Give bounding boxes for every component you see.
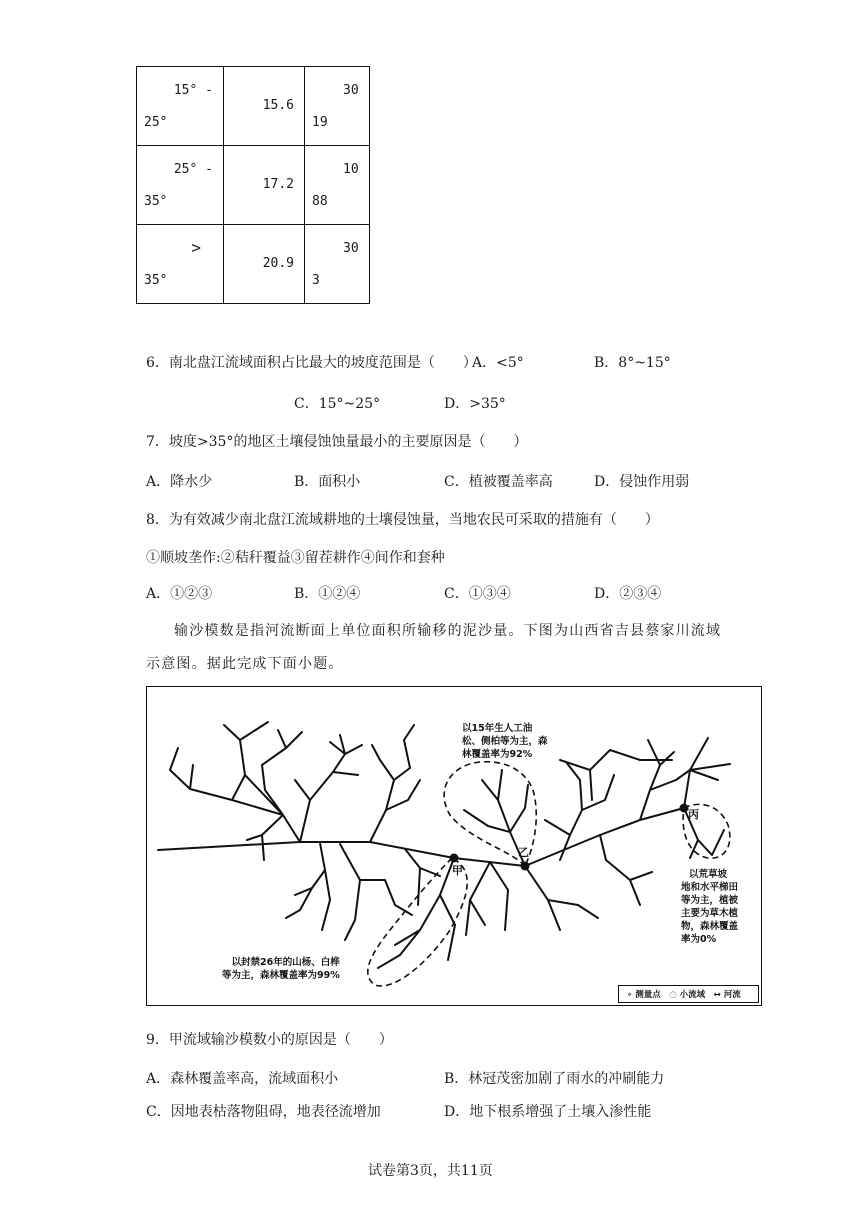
tributary (378, 858, 455, 968)
area-text-bottom: 88 (312, 194, 328, 209)
annotation-line: 主要为草木植 (681, 908, 739, 919)
annotation-line: 等为主，森林覆盖率为99% (222, 970, 340, 981)
table-cell-value (224, 67, 305, 146)
range-text-top: 25° - (173, 162, 213, 177)
question-6-option-d[interactable]: D．>35° (444, 396, 506, 412)
value-text: 20.9 (262, 256, 294, 271)
slope-table (136, 66, 370, 304)
value-text: 15.6 (262, 98, 294, 113)
tributary (370, 725, 420, 842)
annotation-line: 以荒草坡 (689, 869, 728, 880)
measurement-point-yi (521, 862, 530, 871)
annotation-line: 以封禁26年的山杨、白桦 (231, 957, 340, 968)
area-text-top: 30 (343, 83, 359, 98)
measurement-point-jia (450, 854, 459, 863)
question-7-option-d[interactable]: D．侵蚀作用弱 (594, 474, 690, 490)
question-9-option-b[interactable]: B．林冠茂密加剧了雨水的冲刷能力 (444, 1071, 665, 1087)
table-cell-area (305, 67, 370, 146)
range-text-bottom: 35° (144, 273, 168, 288)
tributary (545, 762, 614, 860)
range-text-top: > (191, 238, 201, 257)
table-cell-area (305, 225, 370, 304)
question-8-option-d[interactable]: D．②③④ (594, 586, 662, 602)
tributary (295, 735, 362, 842)
question-8-option-c[interactable]: C．①③④ (444, 586, 511, 602)
jia-annotation (222, 956, 340, 982)
area-text-top: 30 (343, 241, 359, 256)
range-text-bottom: 25° (144, 115, 168, 130)
tributary (466, 862, 508, 935)
annotation-line: 松、侧柏等为主，森 (462, 736, 548, 747)
table-row (137, 67, 370, 146)
label-jia: 甲 (452, 864, 463, 877)
passage-line-2: 示意图。据此完成下面小题。 (146, 656, 344, 672)
annotation-line: 物，森林覆盖 (681, 921, 739, 932)
page-footer: 试卷第3页，共11页 (368, 1163, 493, 1179)
passage-line-1: 输沙模数是指河流断面上单位面积所输移的泥沙量。下图为山西省吉县蔡家川流域 (174, 623, 722, 639)
annotation-line: 以15年生人工油 (462, 723, 533, 734)
tributary (170, 722, 302, 860)
table-cell-value (224, 225, 305, 304)
question-9-option-a[interactable]: A．森林覆盖率高，流域面积小 (146, 1071, 339, 1087)
table-row (137, 225, 370, 304)
tributary (286, 843, 330, 930)
question-9-stem: 9．甲流域输沙模数小的原因是（ ） (146, 1032, 393, 1048)
table-cell-range (137, 146, 224, 225)
area-text-bottom: 3 (312, 273, 320, 288)
jia-catchment-boundary (368, 858, 467, 986)
tributary (340, 844, 412, 940)
question-7-option-b[interactable]: B．面积小 (294, 474, 361, 490)
table-cell-area (305, 146, 370, 225)
tributary (525, 866, 598, 930)
question-9-option-d[interactable]: D．地下根系增强了土壤入渗性能 (444, 1104, 652, 1120)
question-8-stem: 8．为有效减少南北盘江流域耕地的土壤侵蚀量，当地农民可采取的措施有（ ） (146, 512, 659, 528)
bing-annotation (681, 868, 738, 946)
question-6-stem: 6．南北盘江流域面积占比最大的坡度范围是（ ） (146, 355, 477, 371)
annotation-line: 等为主，植被 (681, 895, 739, 906)
map-legend: ∘ 测量点 ◌ 小流域 ↔ 河流 (618, 985, 759, 1003)
area-text-bottom: 19 (312, 115, 328, 130)
table-row (137, 146, 370, 225)
area-text-top: 10 (343, 162, 359, 177)
annotation-line: 地和水平梯田 (681, 882, 739, 893)
question-6-option-a[interactable]: A．<5° (472, 355, 524, 371)
yi-annotation (462, 722, 548, 761)
question-9-option-c[interactable]: C．因地表枯落物阻碍，地表径流增加 (146, 1104, 381, 1120)
value-text: 17.2 (262, 177, 294, 192)
question-6-option-b[interactable]: B．8°~15° (594, 355, 671, 371)
label-yi: 乙 (518, 846, 529, 859)
label-bing: 丙 (688, 808, 699, 821)
question-7-stem: 7．坡度>35°的地区土壤侵蚀蚀量最小的主要原因是（ ） (146, 434, 528, 450)
tributary (600, 835, 652, 905)
question-7-option-c[interactable]: C．植被覆盖率高 (444, 474, 553, 490)
question-8-option-a[interactable]: A．①②③ (146, 586, 213, 602)
question-7-option-a[interactable]: A．降水少 (146, 474, 213, 490)
range-text-bottom: 35° (144, 194, 168, 209)
annotation-line: 率为0% (681, 934, 717, 945)
range-text-top: 15° - (173, 83, 213, 98)
table-cell-value (224, 146, 305, 225)
table-cell-range (137, 225, 224, 304)
annotation-line: 林覆盖率为92% (462, 749, 533, 760)
question-8-choices-line: ①顺坡垄作:②秸秆覆益③留茬耕作④间作和套种 (146, 550, 445, 566)
table-cell-range (137, 67, 224, 146)
question-6-option-c[interactable]: C．15°~25° (294, 396, 381, 412)
question-8-option-b[interactable]: B．①②④ (294, 586, 361, 602)
